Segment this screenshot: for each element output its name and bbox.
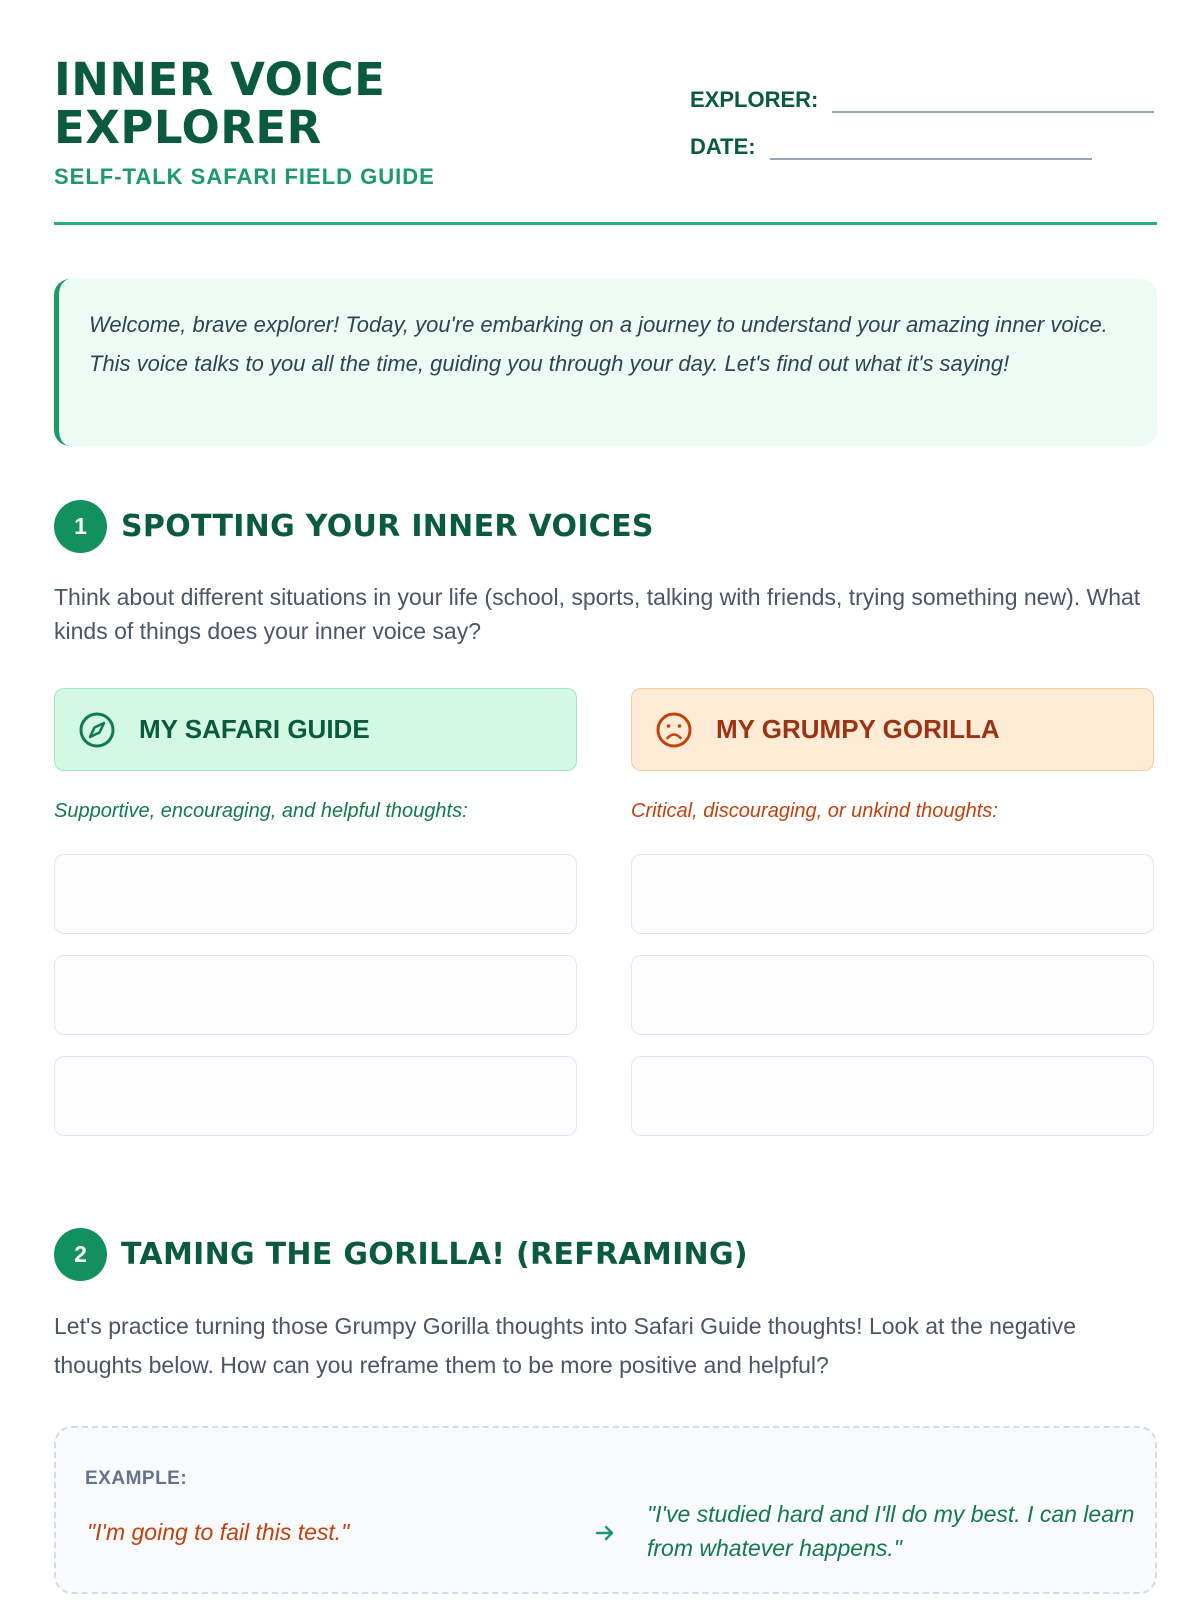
explorer-label: EXPLORER: — [690, 87, 819, 112]
worksheet-subtitle: SELF-TALK SAFARI FIELD GUIDE — [54, 164, 435, 189]
date-input-line[interactable] — [770, 136, 1092, 160]
explorer-field[interactable] — [690, 87, 1154, 113]
frown-face-icon — [654, 710, 694, 750]
example-positive-thought: "I've studied hard and I'll do my best. I can learn from whatever happens." — [647, 1501, 1135, 1561]
section-1-title: SPOTTING YOUR INNER VOICES — [121, 509, 654, 544]
safari-guide-prompt: Supportive, encouraging, and helpful thoughts: — [54, 800, 468, 822]
safari-guide-title: MY SAFARI GUIDE — [139, 714, 370, 744]
section-1-number: 1 — [54, 500, 107, 553]
section-2-title: TAMING THE GORILLA! (REFRAMING) — [121, 1237, 748, 1272]
arrow-right-icon — [593, 1521, 617, 1545]
explorer-input-line[interactable] — [832, 89, 1154, 113]
grumpy-gorilla-answer-box-1[interactable] — [631, 854, 1154, 934]
worksheet-title: INNER VOICE EXPLORER — [54, 53, 386, 154]
example-label: EXAMPLE: — [85, 1468, 188, 1489]
grumpy-gorilla-prompt: Critical, discouraging, or unkind thoughts: — [631, 800, 998, 822]
section-1-description: Think about different situations in your life (school, sports, talking with friends, trying something new). What kinds of things does your inner voice say? — [54, 584, 1141, 644]
grumpy-gorilla-title: MY GRUMPY GORILLA — [716, 714, 1000, 744]
worksheet-header — [54, 53, 1157, 225]
safari-guide-answer-box-2[interactable] — [54, 955, 577, 1035]
safari-guide-answer-box-3[interactable] — [54, 1056, 577, 1136]
grumpy-gorilla-answer-box-2[interactable] — [631, 955, 1154, 1035]
section-2-number: 2 — [54, 1228, 107, 1281]
safari-guide-answer-box-1[interactable] — [54, 854, 577, 934]
section-2-description: Let's practice turning those Grumpy Gorilla thoughts into Safari Guide thoughts! Look at the negative thoughts below. How can you reframe them to be more positive and helpful? — [54, 1313, 1077, 1378]
section-2-heading — [54, 1228, 748, 1281]
grumpy-gorilla-header — [631, 688, 1154, 771]
safari-guide-header — [54, 688, 577, 771]
grumpy-gorilla-answer-box-3[interactable] — [631, 1056, 1154, 1136]
date-field[interactable] — [690, 134, 1092, 160]
reframing-example — [54, 1426, 1157, 1594]
date-label: DATE: — [690, 134, 756, 159]
welcome-callout: Welcome, brave explorer! Today, you're embarking on a journey to understand your amazing inner voice. This voice talks to you all the time, guiding you through your day. Let's find out what it's saying! — [54, 279, 1157, 446]
section-1-heading — [54, 500, 654, 553]
compass-icon — [77, 710, 117, 750]
example-negative-thought: "I'm going to fail this test." — [87, 1519, 350, 1545]
